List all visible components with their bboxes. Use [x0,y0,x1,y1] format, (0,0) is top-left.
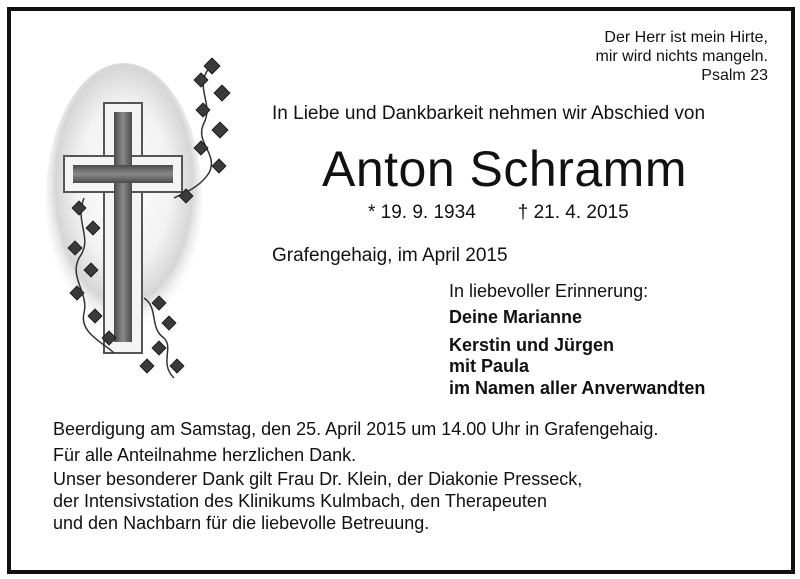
signature-relatives: im Namen aller Anverwandten [449,378,706,398]
signature-children-line-1: Kerstin und Jürgen [449,335,615,355]
funeral-notice: Beerdigung am Samstag, den 25. April 2015 um 14.00 Uhr in Grafengehaig. [53,419,659,439]
signature-spouse: Deine Marianne [449,307,583,327]
birth-date: * 19. 9. 1934 [368,202,476,223]
memory-line: In liebevoller Erinnerung: [449,281,649,301]
psalm-line-1: Der Herr ist mein Hirte, [604,29,768,46]
cross-with-ivy-icon [44,48,244,398]
deceased-name: Anton Schramm [322,141,687,197]
psalm-quote [596,28,769,85]
signature-children-line-2: mit Paula [449,356,530,376]
special-thanks-line-1: Unser besonderer Dank gilt Frau Dr. Klein, der Diakonie Presseck, [53,469,583,489]
special-thanks [53,468,582,534]
signature-children [449,335,614,377]
place-date: Grafengehaig, im April 2015 [272,245,508,266]
special-thanks-line-2: der Intensivstation des Klinikums Kulmbach, den Therapeuten [53,491,547,511]
thanks-line: Für alle Anteilnahme herzlichen Dank. [53,445,357,465]
death-date: † 21. 4. 2015 [517,202,629,223]
psalm-line-2: mir wird nichts mangeln. [595,48,768,65]
psalm-reference: Psalm 23 [701,67,768,84]
life-dates [368,202,629,224]
intro-text: In Liebe und Dankbarkeit nehmen wir Abschied von [272,103,706,124]
special-thanks-line-3: und den Nachbarn für die liebevolle Betreuung. [53,513,430,533]
